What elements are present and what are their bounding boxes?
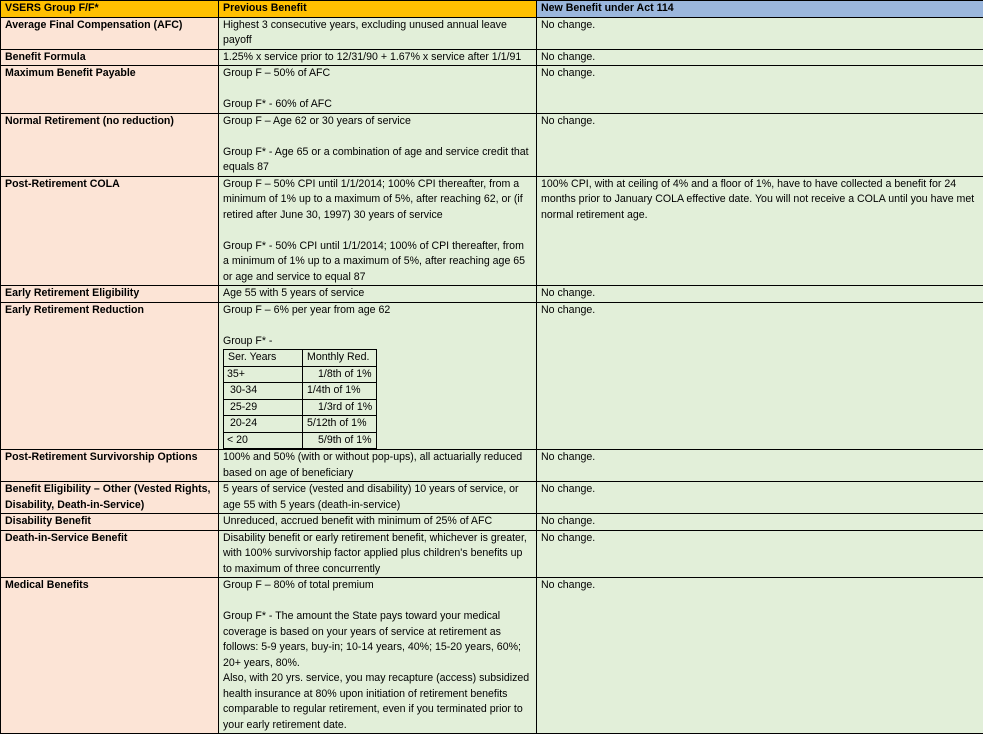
new-benefit-cell: No change. xyxy=(537,66,983,114)
new-benefit-cell: No change. xyxy=(537,286,983,303)
previous-benefit-cell xyxy=(219,286,537,303)
new-benefit-cell: No change. xyxy=(537,302,983,450)
previous-benefit-cell xyxy=(219,530,537,578)
new-benefit-cell: No change. xyxy=(537,49,983,66)
previous-benefit-text: Group F – Age 62 or 30 years of service xyxy=(223,114,532,130)
row-label: Disability Benefit xyxy=(1,514,219,531)
previous-benefit-text: Group F* - 60% of AFC xyxy=(223,97,532,113)
reduction-row xyxy=(224,399,377,416)
row-label: Death-in-Service Benefit xyxy=(1,530,219,578)
row-label: Benefit Eligibility – Other (Vested Rights, Disability, Death-in-Service) xyxy=(1,482,219,514)
new-benefit-cell: No change. xyxy=(537,578,983,734)
new-benefit-cell: 100% CPI, with at ceiling of 4% and a floor of 1%, have to have collected a benefit for 24 months prior to January COLA effective date. You will not receive a COLA until you have met normal retirement age. xyxy=(537,176,983,286)
previous-benefit-cell xyxy=(219,302,537,450)
table-row xyxy=(1,113,983,176)
previous-benefit-text: Group F – 80% of total premium xyxy=(223,578,532,594)
reduction-years: 25-29 xyxy=(224,399,303,416)
row-label: Normal Retirement (no reduction) xyxy=(1,113,219,176)
header-group: VSERS Group F/F* xyxy=(1,1,219,18)
previous-benefit-text: Group F* - 50% CPI until 1/1/2014; 100% of CPI thereafter, from a minimum of 1% up to a maximum of 5%, after reaching age 65 or age and service to equal 87 xyxy=(223,239,532,286)
previous-benefit-text: Group F* - Age 65 or a combination of age and service credit that equals 87 xyxy=(223,145,532,176)
reduction-header-years: Ser. Years xyxy=(224,350,303,367)
row-label: Post-Retirement Survivorship Options xyxy=(1,450,219,482)
previous-benefit-text: Unreduced, accrued benefit with minimum of 25% of AFC xyxy=(223,514,532,530)
table-row xyxy=(1,482,983,514)
header-previous-benefit: Previous Benefit xyxy=(219,1,537,18)
new-benefit-cell: No change. xyxy=(537,514,983,531)
previous-benefit-text: 1.25% x service prior to 12/31/90 + 1.67% x service after 1/1/91 xyxy=(223,50,532,66)
reduction-years: 35+ xyxy=(224,366,303,383)
reduction-table xyxy=(223,349,377,449)
reduction-amount: 5/12th of 1% xyxy=(303,416,377,433)
previous-benefit-cell xyxy=(219,176,537,286)
previous-benefit-cell xyxy=(219,66,537,114)
header-row xyxy=(1,1,983,18)
table-row xyxy=(1,514,983,531)
previous-benefit-cell xyxy=(219,49,537,66)
reduction-years: < 20 xyxy=(224,432,303,449)
previous-benefit-cell xyxy=(219,113,537,176)
previous-benefit-text: Group F – 50% CPI until 1/1/2014; 100% CPI thereafter, from a minimum of 1% up to a maximum of 5%, after reaching 62, or (if retired after June 30, 1997) 30 years of service xyxy=(223,177,532,224)
row-label: Average Final Compensation (AFC) xyxy=(1,17,219,49)
previous-benefit-text: 5 years of service (vested and disability) 10 years of service, or age 55 with 5 years (death-in-service) xyxy=(223,482,532,513)
table-row xyxy=(1,49,983,66)
table-row xyxy=(1,17,983,49)
row-label: Early Retirement Reduction xyxy=(1,302,219,450)
table-row xyxy=(1,286,983,303)
row-label: Early Retirement Eligibility xyxy=(1,286,219,303)
reduction-row xyxy=(224,366,377,383)
new-benefit-cell: No change. xyxy=(537,482,983,514)
previous-benefit-cell xyxy=(219,482,537,514)
table-row xyxy=(1,450,983,482)
reduction-amount: 1/8th of 1% xyxy=(303,366,377,383)
previous-benefit-text: 100% and 50% (with or without pop-ups), all actuarially reduced based on age of beneficiary xyxy=(223,450,532,481)
reduction-header-monthly: Monthly Red. xyxy=(303,350,377,367)
reduction-amount: 1/4th of 1% xyxy=(303,383,377,400)
previous-benefit-cell xyxy=(219,578,537,734)
reduction-amount: 1/3rd of 1% xyxy=(303,399,377,416)
table-row xyxy=(1,578,983,734)
row-label: Benefit Formula xyxy=(1,49,219,66)
reduction-row xyxy=(224,432,377,449)
reduction-row xyxy=(224,383,377,400)
table-row xyxy=(1,302,983,450)
new-benefit-cell: No change. xyxy=(537,17,983,49)
previous-benefit-text: Disability benefit or early retirement benefit, whichever is greater, with 100% survivorship factor applied plus children's benefits up to maximum of three concurrently xyxy=(223,531,532,578)
reduction-years: 20-24 xyxy=(224,416,303,433)
reduction-amount: 5/9th of 1% xyxy=(303,432,377,449)
group-f-star-label: Group F* - xyxy=(223,334,532,350)
new-benefit-cell: No change. xyxy=(537,530,983,578)
table-row xyxy=(1,66,983,114)
previous-benefit-extra-text: Also, with 20 yrs. service, you may recapture (access) subsidized health insurance at 80% upon initiation of retirement benefits comparable to regular retirement, even if you terminated prior to your early retirement date. xyxy=(223,671,532,733)
new-benefit-cell: No change. xyxy=(537,113,983,176)
table-row xyxy=(1,176,983,286)
new-benefit-cell: No change. xyxy=(537,450,983,482)
previous-benefit-text: Group F – 50% of AFC xyxy=(223,66,532,82)
previous-benefit-text: Highest 3 consecutive years, excluding unused annual leave payoff xyxy=(223,18,532,49)
previous-benefit-text: Group F – 6% per year from age 62 xyxy=(223,303,532,319)
row-label: Post-Retirement COLA xyxy=(1,176,219,286)
previous-benefit-text: Group F* - The amount the State pays toward your medical coverage is based on your years of service at retirement as follows: 5-9 years, buy-in; 10-14 years, 40%; 15-20 years, 60%; 20+ years, 80%. xyxy=(223,609,532,671)
previous-benefit-text: Age 55 with 5 years of service xyxy=(223,286,532,302)
reduction-years: 30-34 xyxy=(224,383,303,400)
row-label: Medical Benefits xyxy=(1,578,219,734)
row-label: Maximum Benefit Payable xyxy=(1,66,219,114)
table-row xyxy=(1,530,983,578)
previous-benefit-cell xyxy=(219,450,537,482)
previous-benefit-cell xyxy=(219,17,537,49)
reduction-row xyxy=(224,416,377,433)
previous-benefit-cell xyxy=(219,514,537,531)
header-new-benefit: New Benefit under Act 114 xyxy=(537,1,983,18)
